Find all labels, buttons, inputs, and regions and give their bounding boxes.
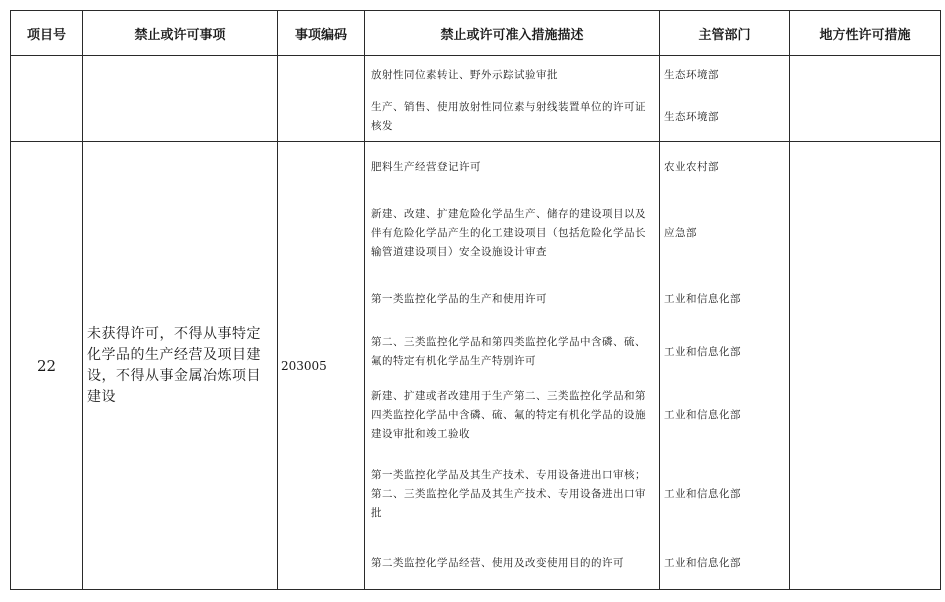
cell-competent-department: [660, 142, 790, 590]
measure-item: 新建、扩建或者改建用于生产第二、三类监控化学品和第四类监控化学品中含磷、硫、氟的特定有机化学品的设施建设审批和竣工验收: [371, 389, 646, 440]
department-item: 工业和信息化部: [664, 556, 741, 569]
permit-table: [10, 10, 941, 590]
cell-local-measures: [790, 56, 941, 142]
matter-code: 203005: [278, 142, 365, 590]
table-row: [11, 56, 941, 142]
department-item: 工业和信息化部: [664, 408, 741, 421]
measure-item: 新建、改建、扩建危险化学品生产、储存的建设项目以及伴有危险化学品产生的化工建设项目（包括危险化学品长输管道建设项目）安全设施设计审查: [371, 207, 646, 258]
department-item: 农业农村部: [664, 160, 719, 173]
measure-item: 放射性同位素转让、野外示踪试验审批: [371, 68, 558, 81]
department-item: 生态环境部: [664, 110, 719, 123]
cell-item-number: [11, 56, 83, 142]
department-item: 生态环境部: [664, 68, 719, 81]
measure-item: 第一类监控化学品及其生产技术、专用设备进出口审核；第二、三类监控化学品及其生产技术、专用设备进出口审批: [371, 468, 646, 519]
measure-item: 第二、三类监控化学品和第四类监控化学品中含磷、硫、氟的特定有机化学品生产特别许可: [371, 336, 646, 367]
table-row: [11, 142, 941, 590]
header-competent-department: 主管部门: [660, 11, 790, 56]
department-item: 工业和信息化部: [664, 292, 741, 305]
header-permit-matter: 禁止或许可事项: [83, 11, 278, 56]
header-measure-description: 禁止或许可准入措施描述: [365, 11, 660, 56]
document-page: [10, 10, 940, 590]
row-number: 22: [11, 142, 83, 590]
header-item-number: 项目号: [11, 11, 83, 56]
cell-matter-code: [278, 56, 365, 142]
department-item: 应急部: [664, 226, 697, 239]
measure-item: 肥料生产经营登记许可: [371, 160, 481, 173]
cell-local-measures: [790, 142, 941, 590]
header-matter-code: 事项编码: [278, 11, 365, 56]
table-header-row: [11, 11, 941, 56]
measure-item: 第一类监控化学品的生产和使用许可: [371, 292, 547, 305]
measure-item: 生产、销售、使用放射性同位素与射线装置单位的许可证核发: [371, 101, 646, 132]
cell-competent-department: [660, 56, 790, 142]
cell-permit-matter: [83, 56, 278, 142]
department-item: 工业和信息化部: [664, 487, 741, 500]
cell-measure-description: [365, 142, 660, 590]
permit-matter-text: 未获得许可，不得从事特定化学品的生产经营及项目建设，不得从事金属冶炼项目建设: [83, 142, 278, 590]
header-local-measures: 地方性许可措施: [790, 11, 941, 56]
measure-item: 第二类监控化学品经营、使用及改变使用目的的许可: [371, 556, 624, 569]
department-item: 工业和信息化部: [664, 345, 741, 358]
cell-measure-description: [365, 56, 660, 142]
